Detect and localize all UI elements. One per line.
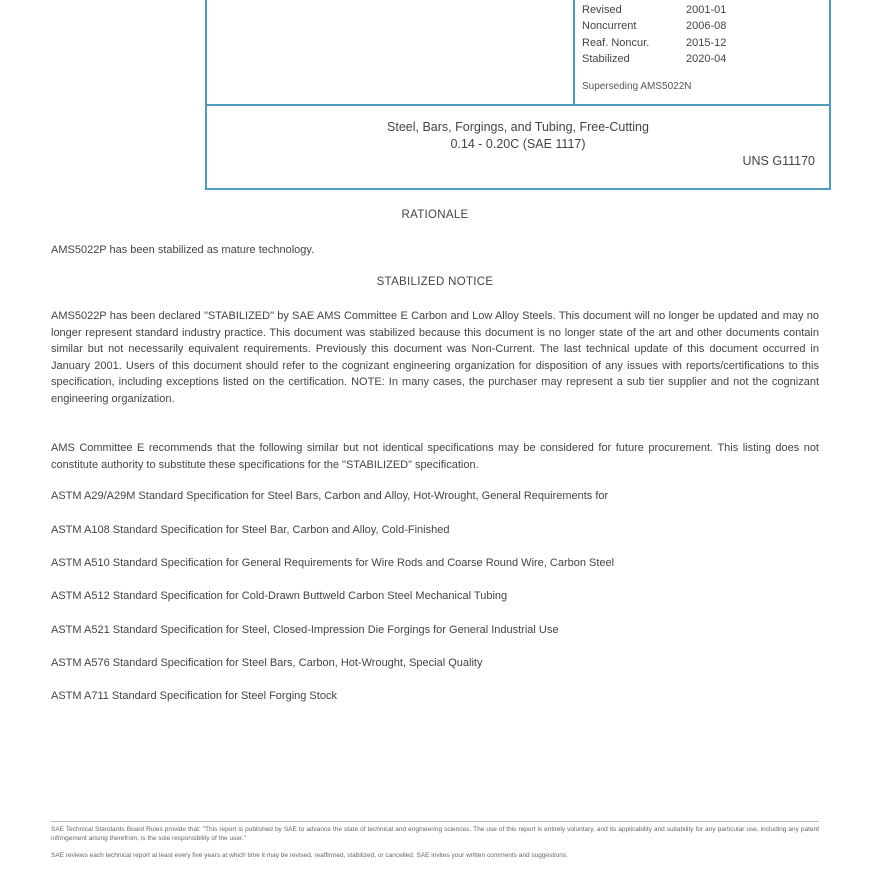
document-title bbox=[207, 119, 829, 153]
date-label: Noncurrent bbox=[582, 20, 637, 33]
date-value: 2001-01 bbox=[686, 4, 727, 16]
spec-item: ASTM A108 Standard Specification for Steel Bar, Carbon and Alloy, Cold-Finished bbox=[51, 524, 450, 536]
superseding-note: Superseding AMS5022N bbox=[582, 81, 692, 92]
spec-item: ASTM A711 Standard Specification for Steel Forging Stock bbox=[51, 690, 337, 702]
rationale-text: AMS5022P has been stabilized as mature technology. bbox=[51, 244, 315, 256]
date-label: Revised bbox=[582, 4, 622, 16]
date-row-noncurrent bbox=[582, 18, 726, 34]
date-value: 2015-12 bbox=[686, 36, 727, 49]
document-header-box bbox=[205, 0, 831, 190]
footer-line-1: SAE Technical Standards Board Rules provide that: "This report is published by SAE to advance the state of technical and engineering sciences. The use of this report is entirely voluntary, and its applicability and suitability for any particular use, including any patent infringement arising therefrom, is the sole responsibility of the user." bbox=[51, 826, 819, 842]
date-value: 2006-08 bbox=[686, 20, 727, 33]
footer-line-2: SAE reviews each technical report at least every five years at which time it may be revised, reaffirmed, stabilized, or cancelled. SAE invites your written comments and suggestions. bbox=[51, 852, 568, 859]
date-row-revised bbox=[582, 2, 726, 18]
rationale-heading: RATIONALE bbox=[401, 209, 469, 221]
header-horizontal-divider bbox=[207, 104, 829, 106]
date-label: Reaf. Noncur. bbox=[582, 36, 650, 49]
spec-item: ASTM A521 Standard Specification for Steel, Closed-Impression Die Forgings for General Industrial Use bbox=[51, 624, 559, 636]
title-line-1: Steel, Bars, Forgings, and Tubing, Free-Cutting bbox=[387, 120, 649, 134]
date-value: 2020-04 bbox=[686, 52, 727, 65]
title-line-2: 0.14 - 0.20C (SAE 1117) bbox=[450, 137, 586, 151]
spec-item: ASTM A512 Standard Specification for Cold-Drawn Buttweld Carbon Steel Mechanical Tubing bbox=[51, 590, 508, 602]
footer-divider bbox=[51, 821, 819, 822]
date-row-reaffirmed bbox=[582, 35, 726, 51]
stabilized-notice-paragraph-1: AMS5022P has been declared "STABILIZED" by SAE AMS Committee E Carbon and Low Alloy Steels. This document will no longer be updated and may no longer represent standard industry practice. This document was stabilized because this document is no longer state of the art and other documents contain similar but not necessarily equivalent requirements. Previously this document was Non-Current. The last technical update of this document occurred in January 2001. Users of this document should refer to the cognizant engineering organization for disposition of any issues with reports/certifications to this specification, including exceptions listed on the certification. NOTE: In many cases, the purchaser may represent a sub tier supplier and not the cognizant engineering organization. bbox=[51, 310, 819, 405]
spec-item: ASTM A576 Standard Specification for Steel Bars, Carbon, Hot-Wrought, Special Quality bbox=[51, 657, 483, 669]
date-label: Stabilized bbox=[582, 52, 630, 65]
spec-item: ASTM A510 Standard Specification for General Requirements for Wire Rods and Coarse Round Wire, Carbon Steel bbox=[51, 557, 615, 569]
stabilized-notice-paragraph-2: AMS Committee E recommends that the following similar but not identical specifications may be considered for future procurement. This listing does not constitute authority to substitute these specifications for the "STABILIZED" specification. bbox=[51, 442, 819, 471]
date-row-stabilized bbox=[582, 51, 726, 67]
header-vertical-divider bbox=[573, 0, 575, 104]
uns-number: UNS G11170 bbox=[742, 154, 815, 168]
stabilized-notice-heading: STABILIZED NOTICE bbox=[376, 276, 494, 288]
revision-dates bbox=[582, 2, 726, 67]
spec-item: ASTM A29/A29M Standard Specification for Steel Bars, Carbon and Alloy, Hot-Wrought, General Requirements for bbox=[51, 490, 609, 502]
